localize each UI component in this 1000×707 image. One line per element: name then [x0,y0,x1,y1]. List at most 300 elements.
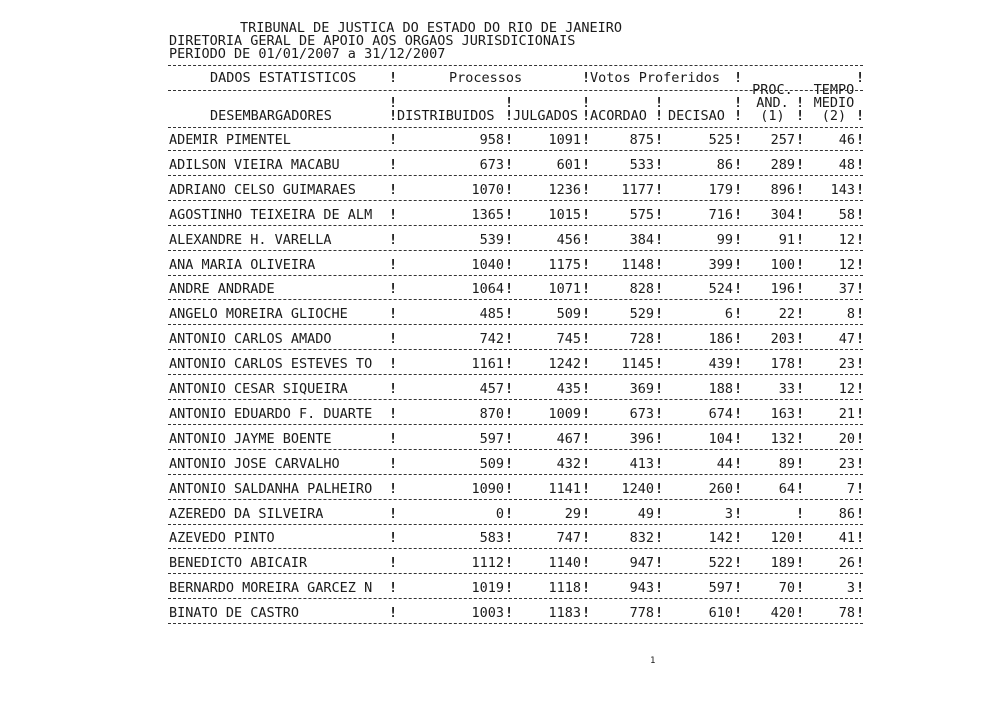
cell-name: ANTONIO CARLOS ESTEVES TO [169,356,373,373]
cell-proc: 64 [778,480,795,497]
row-rule [168,324,863,325]
cell-acord: 673 [629,405,654,422]
cell-acord: 1148 [621,256,654,273]
cell-decis: 674 [708,405,733,422]
column-separator: ! [505,405,514,422]
cell-julg: 1071 [548,281,581,298]
column-separator: ! [734,505,743,522]
column-separator: ! [582,505,591,522]
column-separator: ! [505,381,514,397]
cell-tempo: 48 [838,156,855,173]
cell-julg: 432 [556,455,581,472]
cell-julg: 1009 [548,405,581,422]
row-rule [168,623,863,624]
col-votos: Votos Proferidos [590,70,721,86]
header-line-3: PERIODO DE 01/01/2007 a 31/12/2007 [169,46,446,62]
column-separator: ! [582,480,591,497]
column-separator: ! [582,206,591,223]
cell-julg: 435 [556,381,581,397]
col-decisao: DECISAO [668,108,725,124]
cell-julg: 745 [556,331,581,348]
column-separator: ! [655,281,664,298]
column-separator: ! [856,455,865,472]
cell-proc: 203 [770,331,795,348]
cell-dist: 742 [479,331,504,348]
cell-dist: 1112 [471,555,504,572]
column-separator: ! [389,480,398,497]
col-dados: DADOS ESTATISTICOS [210,70,357,86]
row-rule [168,424,863,425]
column-separator: ! [856,430,865,447]
column-separator: ! [796,356,805,373]
cell-acord: 533 [629,156,654,173]
cell-julg: 467 [556,430,581,447]
cell-acord: 529 [629,306,654,323]
column-separator: ! [505,555,514,572]
column-separator: ! [582,405,591,422]
column-separator: ! [505,206,514,223]
cell-name: ADEMIR PIMENTEL [169,132,291,148]
cell-dist: 0 [495,505,504,522]
column-separator: ! [734,331,743,348]
column-separator: ! [582,530,591,547]
cell-name: AGOSTINHO TEIXEIRA DE ALM [169,206,373,223]
column-separator: ! [856,530,865,547]
column-separator: ! [505,132,514,148]
row-rule [168,474,863,475]
cell-proc: 33 [778,381,795,397]
column-separator: ! [796,480,805,497]
column-separator: ! [655,156,664,173]
cell-dist: 870 [479,405,504,422]
cell-name: AZEVEDO PINTO [169,530,275,547]
cell-julg: 29 [564,505,581,522]
column-separator: ! [505,231,514,248]
column-separator: ! [655,605,664,622]
row-rule [168,374,863,375]
report-page: TRIBUNAL DE JUSTICA DO ESTADO DO RIO DE JANEIRO DIRETORIA GERAL DE APOIO AOS ORGAOS JURISDICIONAIS PERIODO DE 01/01/2007 a 31/12/2007 DADOS ESTATISTICOS ! Processos ! Votos Proferidos ! ! PROC. AND. (1) TEMPO MEDIO (2) ! ! ! ! ! ! DESEMBARGADORES ! DISTRIBUIDOS ! JULGADOS ! ACORDAO ! DECISAO ! ! ! ADEMIR PIMENTEL ! 958 ! 1091 ! 875 ! 525 ! 257 ! 46 ! ADILSON VIEIRA MACABU ! 673 ! 601 ! 533 ! 86 ! 289 ! 48 ! ADRIANO CELSO GUIMARAES ! 1070 ! 1236 ! 1177 ! 179 ! 896 ! 143 ! AGOSTINHO TEIXEIRA DE ALM ! 1365 ! 1015 ! 575 ! 716 ! 304 ! 58 ! ALEXANDRE H. VARELLA ! 539 ! 456 ! 384 ! 99 ! 91 ! 12 ! ANA MARIA OLIVEIRA ! 1040 ! 1175 ! 1148 ! 399 ! 100 ! 12 ! ANDRE ANDRADE ! 1064 ! 1071 ! 828 ! 524 ! 196 ! 37 ! ANGELO MOREIRA GLIOCHE ! 485 ! 509 ! 529 ! 6 ! 22 ! 8 ! ANTONIO CARLOS AMADO ! 742 ! 745 ! 728 ! 186 ! 203 ! 47 ! ANTONIO CARLOS ESTEVES TO ! 1161 ! 1242 ! 1145 ! 439 ! 178 ! 23 ! ANTONIO CESAR SIQUEIRA ! 457 ! 435 ! 369 ! 188 ! 33 ! 12 ! ANTONIO EDUARDO F. DUARTE ! 870 ! 1009 ! 673 ! 674 ! 163 ! 21 ! ANTONIO JAYME BOENTE ! 597 ! 467 ! 396 ! 104 ! 132 ! 20 ! ANTONIO JOSE CARVALHO ! 509 ! 432 ! 413 ! 44 ! 89 ! 23 ! ANTONIO SALDANHA PALHEIRO ! 1090 ! 1141 ! 1240 ! 260 ! 64 ! 7 ! AZEREDO DA SILVEIRA ! 0 ! 29 ! 49 ! 3 ! ! 86 ! AZEVEDO PINTO ! 583 ! 747 ! 832 ! 142 ! 120 ! 41 ! BENEDICTO ABICAIR ! 1112 ! 1140 ! 947 ! 522 ! 189 ! 26 ! BERNARDO MOREIRA GARCEZ N ! 1019 ! 1118 ! 943 ! 597 ! 70 ! 3 ! BINATO DE CASTRO ! 1003 ! 1183 ! 778 ! 610 ! 420 ! 78 ! 1 [169,20,865,666]
cell-proc: 163 [770,405,795,422]
column-separator: ! [856,381,865,397]
row-rule [168,150,863,151]
column-separator: ! [796,430,805,447]
cell-acord: 778 [629,605,654,622]
column-separator: ! [655,256,664,273]
column-separator: ! [389,132,398,148]
column-separator: ! [505,306,514,323]
column-separator: ! [655,206,664,223]
table-top-rule [168,65,863,66]
cell-name: BERNARDO MOREIRA GARCEZ N [169,580,373,597]
column-separator: ! [796,132,805,148]
column-separator: ! [389,306,398,323]
column-separator: ! [505,331,514,348]
column-separator: ! [796,405,805,422]
cell-julg: 1091 [548,132,581,148]
column-separator: ! [389,381,398,397]
column-separator: ! [655,132,664,148]
column-separator: ! [505,256,514,273]
column-separator: ! [582,555,591,572]
cell-dist: 597 [479,430,504,447]
col-acordao: ACORDAO [590,108,647,124]
column-separator: ! [734,356,743,373]
column-separator: ! [734,156,743,173]
column-separator: ! [796,206,805,223]
column-separator: ! [856,356,865,373]
column-separator: ! [796,605,805,622]
cell-acord: 369 [629,381,654,397]
column-separator: ! [856,206,865,223]
cell-acord: 943 [629,580,654,597]
column-separator: ! [505,505,514,522]
column-separator: ! [389,580,398,597]
column-separator: ! [796,231,805,248]
column-separator: ! [734,132,743,148]
cell-dist: 1003 [471,605,504,622]
column-separator: ! [389,156,398,173]
column-separator: ! [582,256,591,273]
column-separator: ! [582,132,591,148]
row-rule [168,275,863,276]
column-separator: ! [655,381,664,397]
cell-name: BENEDICTO ABICAIR [169,555,308,572]
cell-dist: 958 [479,132,504,148]
column-separator: ! [796,156,805,173]
cell-name: ANTONIO CARLOS AMADO [169,331,332,348]
cell-name: ANDRE ANDRADE [169,281,275,298]
cell-decis: 99 [716,231,733,248]
column-separator: ! [389,206,398,223]
cell-tempo: 143 [830,181,855,198]
column-separator: ! [389,356,398,373]
row-rule [168,499,863,500]
column-separator: ! [389,555,398,572]
cell-decis: 716 [708,206,733,223]
col-proc-and-2: AND. [756,95,789,111]
column-separator: ! [734,580,743,597]
col-tempo-2: MEDIO [813,95,855,111]
column-separator: ! [505,455,514,472]
cell-name: ANA MARIA OLIVEIRA [169,256,316,273]
cell-acord: 832 [629,530,654,547]
column-separator: ! [582,331,591,348]
column-separator: ! [582,580,591,597]
cell-proc: 189 [770,555,795,572]
cell-julg: 456 [556,231,581,248]
cell-decis: 399 [708,256,733,273]
cell-proc: 132 [770,430,795,447]
page-number: 1 [650,656,656,666]
cell-proc: 22 [778,306,795,323]
cell-dist: 583 [479,530,504,547]
column-separator: ! [796,256,805,273]
column-separator: ! [796,530,805,547]
column-separator: ! [734,455,743,472]
cell-proc: 289 [770,156,795,173]
cell-julg: 1118 [548,580,581,597]
column-separator: ! [796,505,805,522]
column-separator: ! [389,231,398,248]
cell-julg: 1141 [548,480,581,497]
cell-acord: 875 [629,132,654,148]
column-separator: ! [655,430,664,447]
cell-acord: 947 [629,555,654,572]
col-distribuidos: DISTRIBUIDOS [397,108,495,124]
cell-tempo: 58 [838,206,855,223]
column-separator: ! [389,256,398,273]
cell-decis: 439 [708,356,733,373]
column-separator: ! [389,331,398,348]
cell-tempo: 21 [838,405,855,422]
column-separator: ! [734,231,743,248]
cell-julg: 1175 [548,256,581,273]
column-separator: ! [655,231,664,248]
cell-name: ANTONIO JOSE CARVALHO [169,455,340,472]
column-separator: ! [505,156,514,173]
cell-name: AZEREDO DA SILVEIRA [169,505,324,522]
column-separator: ! [734,530,743,547]
cell-acord: 1177 [621,181,654,198]
cell-decis: 260 [708,480,733,497]
column-separator: ! [734,405,743,422]
cell-decis: 525 [708,132,733,148]
cell-acord: 384 [629,231,654,248]
cell-tempo: 23 [838,455,855,472]
row-rule [168,250,863,251]
column-separator: ! [734,480,743,497]
cell-decis: 610 [708,605,733,622]
cell-decis: 524 [708,281,733,298]
column-separator: ! [734,281,743,298]
cell-decis: 186 [708,331,733,348]
column-separator: ! [389,405,398,422]
column-separator: ! [734,306,743,323]
column-separator: ! [582,306,591,323]
column-separator: ! [582,156,591,173]
cell-decis: 44 [716,455,733,472]
cell-tempo: 47 [838,331,855,348]
column-separator: ! [505,281,514,298]
column-separator: ! [856,580,865,597]
cell-name: ANTONIO SALDANHA PALHEIRO [169,480,373,497]
column-separator: ! [856,256,865,273]
column-separator: ! [856,405,865,422]
cell-julg: 601 [556,156,581,173]
cell-name: ADRIANO CELSO GUIMARAES [169,181,356,198]
col-processos: Processos [449,70,523,86]
row-rule [168,200,863,201]
cell-dist: 1019 [471,580,504,597]
column-separator: ! [796,555,805,572]
cell-decis: 142 [708,530,733,547]
column-separator: ! [856,306,865,323]
column-separator: ! [856,281,865,298]
cell-dist: 457 [479,381,504,397]
column-separator: ! [582,281,591,298]
cell-tempo: 7 [846,480,855,497]
column-separator: ! [655,505,664,522]
cell-name: ALEXANDRE H. VARELLA [169,231,332,248]
column-separator: ! [655,455,664,472]
row-rule [168,225,863,226]
column-separator: ! [389,530,398,547]
cell-dist: 539 [479,231,504,248]
cell-tempo: 12 [838,256,855,273]
cell-name: ANTONIO CESAR SIQUEIRA [169,381,348,397]
column-separator: ! [655,356,664,373]
column-separator: ! [796,281,805,298]
cell-decis: 86 [716,156,733,173]
col-desembargadores: DESEMBARGADORES [210,108,332,124]
cell-dist: 1070 [471,181,504,198]
cell-dist: 509 [479,455,504,472]
cell-acord: 396 [629,430,654,447]
column-separator: ! [796,306,805,323]
col-tempo-1: TEMPO [813,82,855,98]
column-separator: ! [582,181,591,198]
cell-dist: 485 [479,306,504,323]
cell-dist: 1161 [471,356,504,373]
column-separator: ! [796,181,805,198]
column-separator: ! [856,156,865,173]
cell-acord: 828 [629,281,654,298]
column-separator: ! [582,430,591,447]
column-separator: ! [389,430,398,447]
cell-julg: 1140 [548,555,581,572]
row-rule [168,524,863,525]
cell-tempo: 41 [838,530,855,547]
column-separator: ! [655,530,664,547]
cell-proc: 91 [778,231,795,248]
cell-proc: 178 [770,356,795,373]
column-separator: ! [505,356,514,373]
cell-proc: 420 [770,605,795,622]
cell-name: BINATO DE CASTRO [169,605,300,622]
cell-proc: 100 [770,256,795,273]
col-julgados: JULGADOS [513,108,579,124]
cell-tempo: 20 [838,430,855,447]
column-separator: ! [505,430,514,447]
column-separator: ! [389,505,398,522]
cell-acord: 575 [629,206,654,223]
column-separator: ! [389,181,398,198]
header-bottom-rule [168,127,863,128]
column-separator: ! [796,580,805,597]
cell-julg: 509 [556,306,581,323]
column-separator: ! [856,555,865,572]
cell-tempo: 12 [838,231,855,248]
column-separator: ! [389,281,398,298]
cell-decis: 6 [724,306,733,323]
column-separator: ! [655,306,664,323]
row-rule [168,399,863,400]
cell-tempo: 86 [838,505,855,522]
cell-acord: 49 [637,505,654,522]
cell-proc: 89 [778,455,795,472]
cell-decis: 179 [708,181,733,198]
column-separator: ! [655,580,664,597]
row-rule [168,548,863,549]
column-separator: ! [856,331,865,348]
column-separator: ! [796,455,805,472]
column-separator: ! [582,381,591,397]
cell-julg: 1183 [548,605,581,622]
column-separator: ! [734,605,743,622]
row-rule [168,299,863,300]
row-rule [168,175,863,176]
cell-acord: 1240 [621,480,654,497]
column-separator: ! [655,480,664,497]
cell-dist: 1040 [471,256,504,273]
cell-tempo: 8 [846,306,855,323]
cell-tempo: 3 [846,580,855,597]
header-line-2: DIRETORIA GERAL DE APOIO AOS ORGAOS JURISDICIONAIS [169,33,576,49]
row-rule [168,449,863,450]
cell-proc: 257 [770,132,795,148]
cell-dist: 1090 [471,480,504,497]
cell-tempo: 37 [838,281,855,298]
col-proc-and-1: PROC. [752,82,793,98]
cell-proc: 120 [770,530,795,547]
column-separator: ! [582,356,591,373]
cell-decis: 104 [708,430,733,447]
column-separator: ! [505,181,514,198]
cell-decis: 188 [708,381,733,397]
column-separator: ! [655,405,664,422]
column-separator: ! [655,331,664,348]
column-separator: ! [796,381,805,397]
cell-dist: 1365 [471,206,504,223]
column-separator: ! [582,605,591,622]
column-separator: ! [582,231,591,248]
column-separator: ! [389,455,398,472]
cell-proc: 896 [770,181,795,198]
cell-decis: 522 [708,555,733,572]
column-separator: ! [505,530,514,547]
column-separator: ! [734,430,743,447]
cell-julg: 747 [556,530,581,547]
column-separator: ! [734,256,743,273]
column-separator: ! [856,505,865,522]
column-separator: ! [856,605,865,622]
cell-julg: 1236 [548,181,581,198]
cell-tempo: 46 [838,132,855,148]
cell-decis: 3 [724,505,733,522]
cell-dist: 673 [479,156,504,173]
column-separator: ! [734,181,743,198]
row-rule [168,573,863,574]
cell-julg: 1015 [548,206,581,223]
cell-proc: 70 [778,580,795,597]
column-separator: ! [734,206,743,223]
column-separator: ! [582,455,591,472]
column-separator: ! [734,381,743,397]
column-separator: ! [505,480,514,497]
row-rule [168,598,863,599]
header-line-1: TRIBUNAL DE JUSTICA DO ESTADO DO RIO DE JANEIRO [240,20,623,36]
col-tempo-3: (2) [821,108,847,124]
column-separator: ! [389,605,398,622]
column-separator: ! [734,555,743,572]
row-rule [168,349,863,350]
column-separator: ! [505,605,514,622]
col-proc-and-3: (1) [760,108,785,124]
cell-tempo: 12 [838,381,855,397]
cell-proc: 196 [770,281,795,298]
cell-dist: 1064 [471,281,504,298]
cell-julg: 1242 [548,356,581,373]
